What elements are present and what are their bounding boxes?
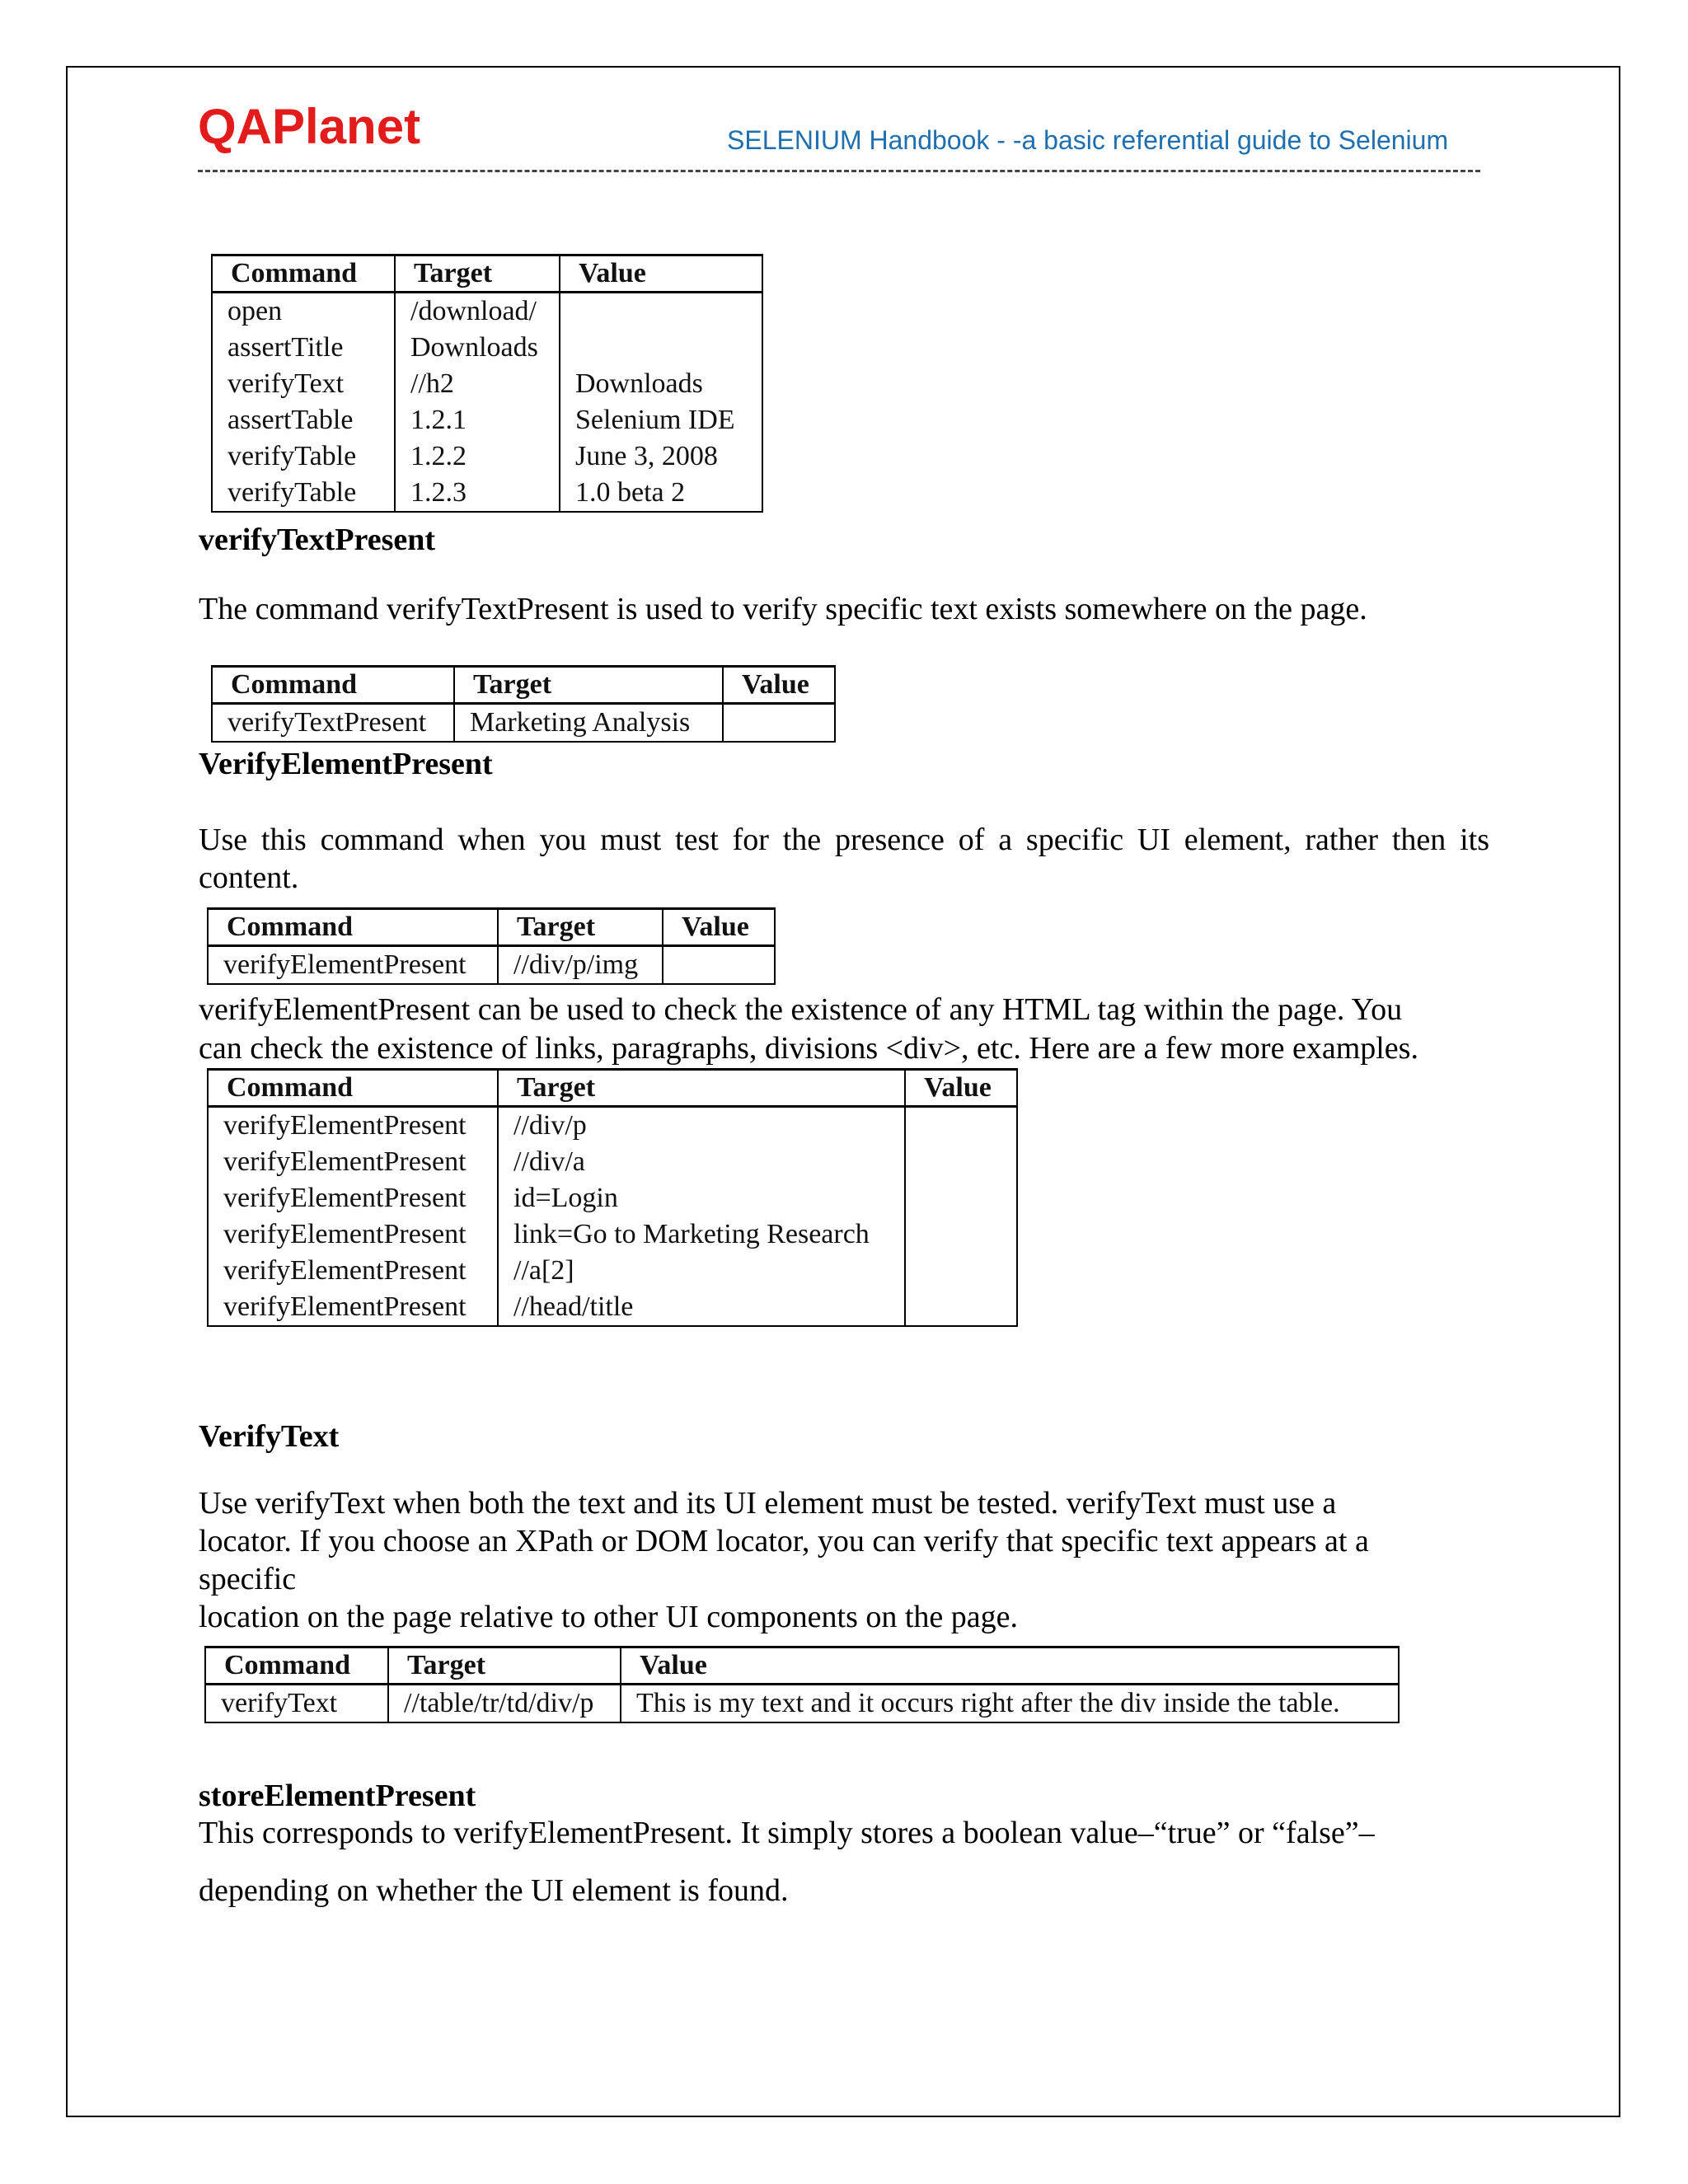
table-header-row [212, 667, 835, 704]
table-cell-command: verifyElementPresent [208, 1289, 498, 1326]
table-cell-command: open [212, 293, 395, 330]
table-cell-target: //div/p/img [498, 946, 663, 985]
command-table-verify-text-present [211, 665, 836, 743]
column-header-target: Target [454, 667, 723, 704]
paragraph-element-present-details-line1: verifyElementPresent can be used to check the existence of any HTML tag within the page. You [199, 992, 1403, 1027]
table-cell-command: assertTitle [212, 330, 395, 366]
table-cell-command: verifyTable [212, 438, 395, 475]
column-header-command: Command [208, 909, 498, 946]
section-heading-verify-text-present: verifyTextPresent [199, 523, 436, 557]
table-row [208, 946, 775, 985]
table-cell-command: verifyTable [212, 475, 395, 512]
table-cell-value [663, 946, 775, 985]
section-heading-store-element-present: storeElementPresent [199, 1779, 476, 1813]
column-header-command: Command [208, 1070, 498, 1107]
column-header-value: Value [560, 255, 762, 293]
paragraph-store-element-present-line2: depending on whether the UI element is found. [199, 1873, 789, 1908]
table-row [208, 1180, 1017, 1216]
table-cell-target: 1.2.2 [395, 438, 560, 475]
table-cell-target: 1.2.3 [395, 475, 560, 512]
paragraph-verify-text-present: The command verifyTextPresent is used to verify specific text exists somewhere on the page. [199, 592, 1367, 626]
table-row [208, 1289, 1017, 1326]
column-header-target: Target [498, 1070, 905, 1107]
table-row [205, 1685, 1399, 1723]
table-cell-command: verifyTextPresent [212, 704, 454, 743]
column-header-command: Command [212, 667, 454, 704]
command-table-element-present-examples [207, 1068, 1018, 1327]
table-cell-value: Selenium IDE [560, 402, 762, 438]
paragraph-verify-text-line3: specific [199, 1562, 297, 1596]
column-header-value: Value [663, 909, 775, 946]
table-cell-command: verifyText [212, 366, 395, 402]
column-header-command: Command [205, 1647, 388, 1685]
table-row [208, 1253, 1017, 1289]
table-cell-value [560, 293, 762, 330]
table-cell-command: verifyText [205, 1685, 388, 1723]
table-cell-value: 1.0 beta 2 [560, 475, 762, 512]
table-row [208, 1144, 1017, 1180]
table-cell-value: This is my text and it occurs right after the div inside the table. [621, 1685, 1399, 1723]
table-cell-target: 1.2.1 [395, 402, 560, 438]
section-heading-verify-text: VerifyText [199, 1419, 340, 1454]
section-heading-verify-element-present: VerifyElementPresent [199, 747, 493, 781]
table-header-row [208, 1070, 1017, 1107]
paragraph-verify-text-line2: locator. If you choose an XPath or DOM locator, you can verify that specific text appears at a [199, 1524, 1369, 1558]
table-cell-target: //head/title [498, 1289, 905, 1326]
table-cell-target: link=Go to Marketing Research [498, 1216, 905, 1253]
paragraph-verify-text-line1: Use verifyText when both the text and its UI element must be tested. verifyText must use a [199, 1486, 1337, 1521]
command-table-verify-text [204, 1646, 1400, 1723]
table-row [208, 1107, 1017, 1145]
column-header-value: Value [723, 667, 835, 704]
column-header-target: Target [498, 909, 663, 946]
command-table-downloads [211, 254, 763, 513]
header-divider [198, 170, 1480, 172]
table-cell-value [905, 1253, 1017, 1289]
table-cell-value [723, 704, 835, 743]
table-row [212, 475, 762, 512]
table-row [208, 1216, 1017, 1253]
paragraph-verify-text-line4: location on the page relative to other UI components on the page. [199, 1600, 1019, 1634]
table-cell-target: /download/ [395, 293, 560, 330]
table-cell-value [905, 1144, 1017, 1180]
table-cell-target: //div/p [498, 1107, 905, 1145]
table-row [212, 293, 762, 330]
table-header-row [212, 255, 762, 293]
table-header-row [208, 909, 775, 946]
column-header-value: Value [621, 1647, 1399, 1685]
table-row [212, 402, 762, 438]
table-cell-value: Downloads [560, 366, 762, 402]
table-cell-command: verifyElementPresent [208, 1107, 498, 1145]
table-cell-command: assertTable [212, 402, 395, 438]
table-cell-value [905, 1289, 1017, 1326]
column-header-command: Command [212, 255, 395, 293]
table-cell-target: //table/tr/td/div/p [388, 1685, 621, 1723]
table-cell-command: verifyElementPresent [208, 946, 498, 985]
table-cell-target: Downloads [395, 330, 560, 366]
table-cell-value [905, 1107, 1017, 1145]
table-cell-target: Marketing Analysis [454, 704, 723, 743]
column-header-target: Target [395, 255, 560, 293]
column-header-value: Value [905, 1070, 1017, 1107]
table-cell-value: June 3, 2008 [560, 438, 762, 475]
table-cell-target: //h2 [395, 366, 560, 402]
table-cell-command: verifyElementPresent [208, 1144, 498, 1180]
table-cell-value [905, 1216, 1017, 1253]
table-cell-command: verifyElementPresent [208, 1216, 498, 1253]
table-cell-target: //div/a [498, 1144, 905, 1180]
paragraph-store-element-present-line1: This corresponds to verifyElementPresent. It simply stores a boolean value–“true” or “false”– [199, 1816, 1375, 1850]
table-row [212, 366, 762, 402]
header-subtitle: SELENIUM Handbook - -a basic referential guide to Selenium [727, 125, 1449, 155]
command-table-verify-element-present [207, 907, 776, 985]
brand-logo-text: QAPlanet [198, 99, 421, 154]
table-cell-value [905, 1180, 1017, 1216]
table-cell-value [560, 330, 762, 366]
table-header-row [205, 1647, 1399, 1685]
column-header-target: Target [388, 1647, 621, 1685]
table-row [212, 330, 762, 366]
table-cell-target: //a[2] [498, 1253, 905, 1289]
paragraph-verify-element-present: Use this command when you must test for the presence of a specific UI element, rather then its content. [199, 823, 1489, 895]
table-row [212, 438, 762, 475]
table-cell-command: verifyElementPresent [208, 1180, 498, 1216]
table-row [212, 704, 835, 743]
paragraph-element-present-details-line2: can check the existence of links, paragraphs, divisions <div>, etc. Here are a few more examples. [199, 1031, 1418, 1066]
table-cell-target: id=Login [498, 1180, 905, 1216]
table-cell-command: verifyElementPresent [208, 1253, 498, 1289]
